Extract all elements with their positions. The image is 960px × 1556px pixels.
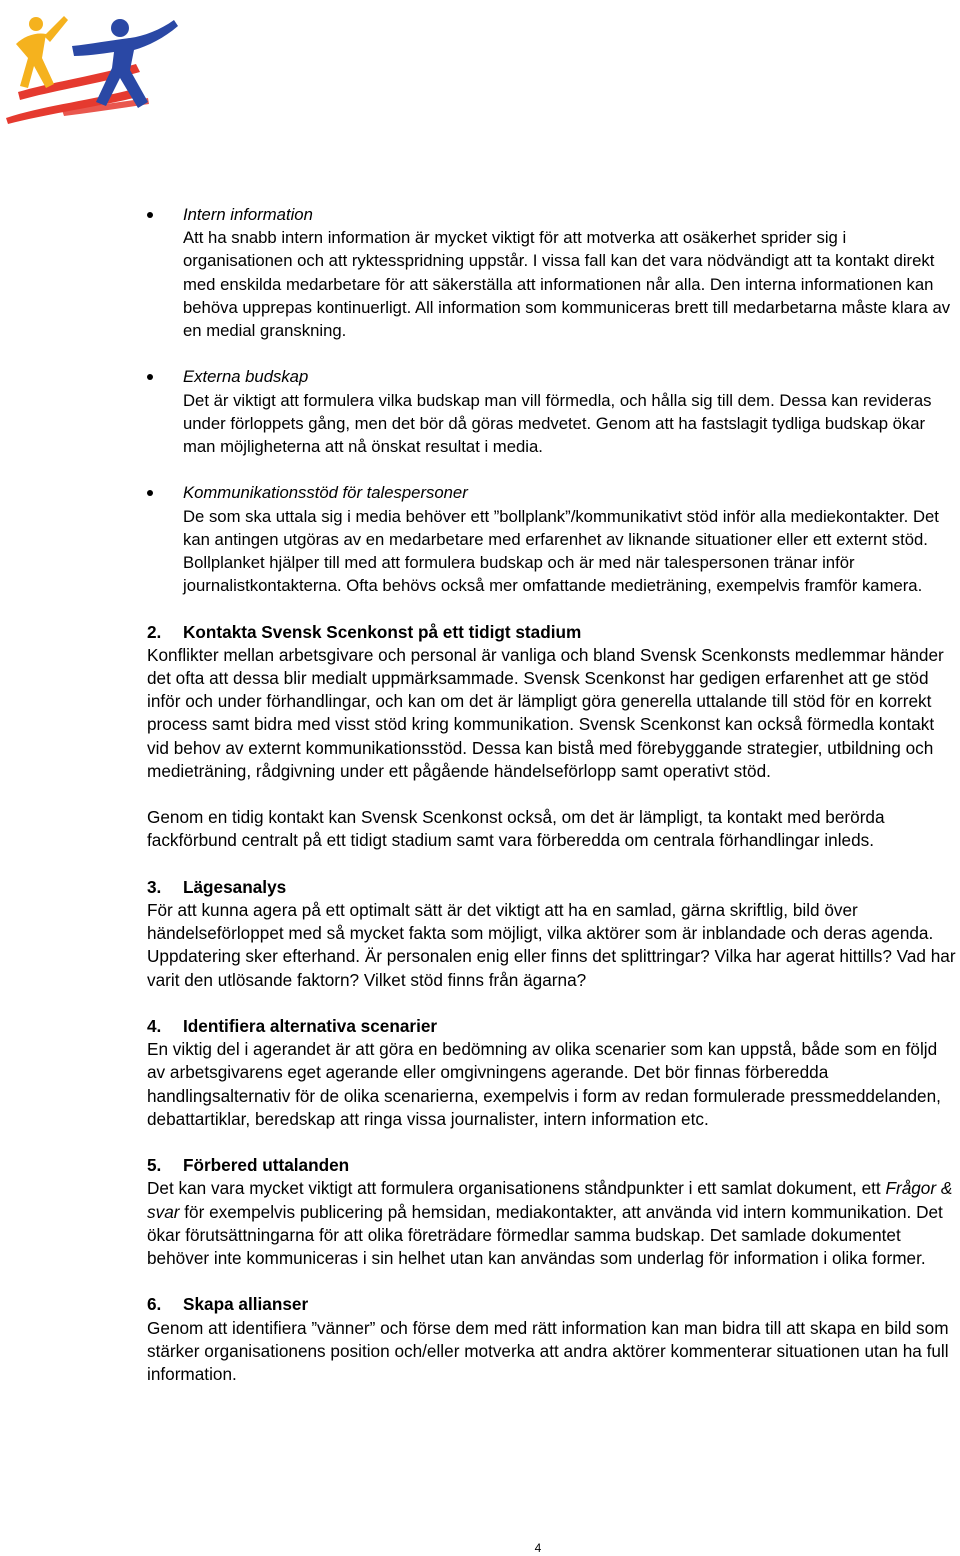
section-title: Lägesanalys	[183, 876, 287, 897]
paragraph: För att kunna agera på ett optimalt sätt är det viktigt att ha en samlad, gärna skriftlig, bild över händelseförloppet med så mycket fakta som möjligt, vilka aktörer som är inblandade och deras agenda. Uppdatering sker efterhand. Är personalen enig eller finns det splittringar? Vilka har agerat hittills? Vad har varit den utlösande faktorn? Vilket stöd finns från ägarna?	[147, 900, 956, 990]
bullet-externa-budskap	[147, 365, 959, 458]
section-5	[147, 1154, 959, 1270]
section-number: 4.	[147, 1016, 162, 1037]
section-6	[147, 1293, 959, 1386]
paragraph-text: för exempelvis publicering på hemsidan, mediakontakter, att använda vid intern kommunikation. Det ökar förutsättningarna för att olika företrädare förmedlar samma budskap. Det samlade dokumentet behöver inte kommuniceras i sin helhet utan kan användas som underlag för information i olika former.	[147, 1201, 943, 1269]
logo-yellow-arm	[44, 16, 68, 42]
section-title: Skapa allianser	[183, 1294, 309, 1315]
page-number: 4	[534, 1541, 542, 1555]
logo-yellow-head	[29, 17, 43, 31]
section-title: Identifiera alternativa scenarier	[183, 1016, 438, 1037]
bullet-title: Externa budskap	[183, 367, 309, 387]
bullet-title: Kommunikationsstöd för talespersoner	[183, 483, 468, 503]
bullet-title: Intern information	[183, 205, 313, 224]
bullet-icon	[147, 374, 153, 380]
section-heading	[147, 1015, 959, 1038]
paragraph: Konflikter mellan arbetsgivare och personal är vanliga och bland Svensk Scenkonsts medlemmar händer det ofta att dessa blir medialt uppmärksammade. Svensk Scenkonst har gedigen erfarenhet att ge stöd inför och under förhandlingar, och kan om det är lämpligt göra generella uttalande till stöd för en korrekt process samt bidra med visst stöd kring kommunikation. Svensk Scenkonst kan också förmedla kontakt vid behov av externt kommunikationsstöd. Dessa kan bistå med förebyggande strategier, utbildning och medieträning, rådgivning under ett pågående händelseförlopp samt operativt stöd.	[147, 644, 944, 781]
paragraph	[147, 1177, 959, 1270]
section-number: 5.	[147, 1155, 162, 1176]
section-4	[147, 1015, 959, 1131]
section-3	[147, 876, 959, 992]
section-number: 2.	[147, 621, 162, 642]
section-title: Förbered uttalanden	[183, 1155, 350, 1176]
bullet-icon	[147, 212, 153, 218]
section-2	[147, 621, 959, 853]
emphasized-text: Frågor & svar	[147, 1178, 953, 1222]
document-body	[147, 203, 959, 1409]
paragraph: Genom en tidig kontakt kan Svensk Scenkonst också, om det är lämpligt, ta kontakt med berörda fackförbund centralt på ett tidigt stadium samt vara förberedda om centrala förhandlingar inleds.	[147, 807, 885, 851]
paragraph-text: Det kan vara mycket viktigt att formulera organisationens ståndpunkter i ett samlat dokument, ett	[147, 1178, 886, 1199]
logo-yellow-figure	[16, 33, 54, 88]
organization-logo	[2, 6, 180, 126]
bullet-icon	[147, 490, 153, 496]
section-title: Kontakta Svensk Scenkonst på ett tidigt stadium	[183, 621, 582, 642]
bullet-intern-information	[147, 203, 959, 342]
section-number: 6.	[147, 1294, 162, 1315]
paragraph: En viktig del i agerandet är att göra en bedömning av olika scenarier som kan uppstå, både som en följd av arbetsgivarens eget agerande eller omgivningens agerande. Det bör finnas förberedda handlingsalternativ för de olika scenarierna, exempelvis i form av redan formulerade pressmeddelanden, debattartiklar, beredskap att ringa vissa journalister, intern information etc.	[147, 1039, 941, 1129]
bullet-kommunikationsstod	[147, 481, 959, 597]
bullet-text: De som ska uttala sig i media behöver ett ”bollplank”/kommunikativt stöd inför alla mediekontakter. Det kan antingen utgöras av en medarbetare med erfarenhet av liknande situationer eller ett externt stöd. Bollplanket hjälper till med att formulera budskap och är med när talespersonen tränar inför journalistkontakterna. Ofta behövs också mer omfattande medieträning, exempelvis framför kamera.	[183, 506, 939, 596]
bullet-text: Att ha snabb intern information är mycket viktigt för att motverka att osäkerhet sprider sig i organisationen och att ryktesspridning uppstår. I vissa fall kan det vara nödvändigt att ta kontakt direkt med enskilda medarbetare för att säkerställa att informationen når alla. Den interna informationen kan behöva upprepas kontinuerligt. All information som kommuniceras brett till medarbetarna måste klara av en medial granskning.	[183, 228, 951, 341]
section-heading	[147, 876, 959, 899]
section-number: 3.	[147, 876, 162, 897]
section-heading	[147, 1154, 959, 1177]
section-heading	[147, 621, 959, 644]
logo-blue-head	[111, 19, 129, 37]
bullet-text: Det är viktigt att formulera vilka budskap man vill förmedla, och hålla sig till dem. Dessa kan revideras under förloppets gång, men det bör då göras medvetet. Genom att ha fastslagit tydliga budskap ökar man möjligheterna att nå önskat resultat i media.	[183, 390, 932, 457]
paragraph: Genom att identifiera ”vänner” och förse dem med rätt information kan man bidra till att skapa en bild som stärker organisationens position och/eller motverka att andra aktörer kommenterar situationen utan ha full information.	[147, 1317, 949, 1385]
section-heading	[147, 1293, 959, 1316]
